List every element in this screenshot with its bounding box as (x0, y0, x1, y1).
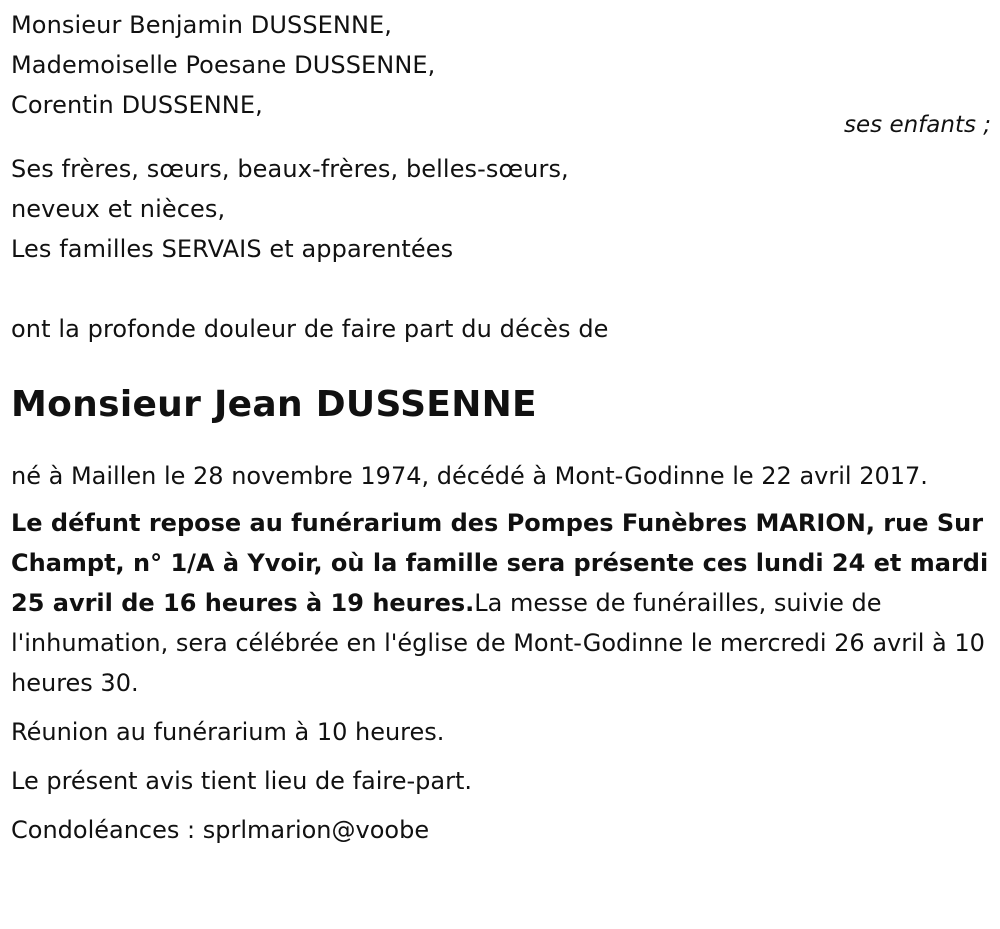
funeral-details (11, 503, 996, 703)
family-line: Les familles SERVAIS et apparentées (11, 235, 454, 263)
child-name: Mademoiselle Poesane DUSSENNE, (11, 51, 436, 79)
condolences-contact: Condoléances : sprlmarion@voobe (11, 816, 430, 844)
deceased-name: Monsieur Jean DUSSENNE (11, 384, 537, 425)
family-line: Ses frères, sœurs, beaux-frères, belles-sœurs, (11, 155, 569, 183)
birth-death-info: né à Maillen le 28 novembre 1974, décédé à Mont-Godinne le 22 avril 2017. (11, 462, 928, 490)
child-name: Monsieur Benjamin DUSSENNE, (11, 11, 393, 39)
obituary-notice (11, 0, 991, 850)
announcement-text: ont la profonde douleur de faire part du décès de (11, 315, 609, 343)
notice-text: Le présent avis tient lieu de faire-part. (11, 767, 473, 795)
meeting-info: Réunion au funérarium à 10 heures. (11, 718, 445, 746)
family-section (11, 149, 991, 269)
child-name: Corentin DUSSENNE, (11, 91, 263, 119)
funeral-mass-text: La messe de funérailles, suivie de l'inhumation, sera célébrée en l'église de Mont-Godinne le mercredi 26 avril à 10 heures 30. (11, 589, 985, 697)
funeral-viewing-text: Le défunt repose au funérarium des Pompes Funèbres MARION, rue Sur Champt, n° 1/A à Yvoir, où la famille sera présente ces lundi 24 et mardi 25 avril de 16 heures à 19 heures. (11, 509, 989, 617)
family-line: neveux et nièces, (11, 195, 226, 223)
children-role-label: ses enfants ; (844, 112, 991, 138)
children-section (11, 0, 991, 138)
